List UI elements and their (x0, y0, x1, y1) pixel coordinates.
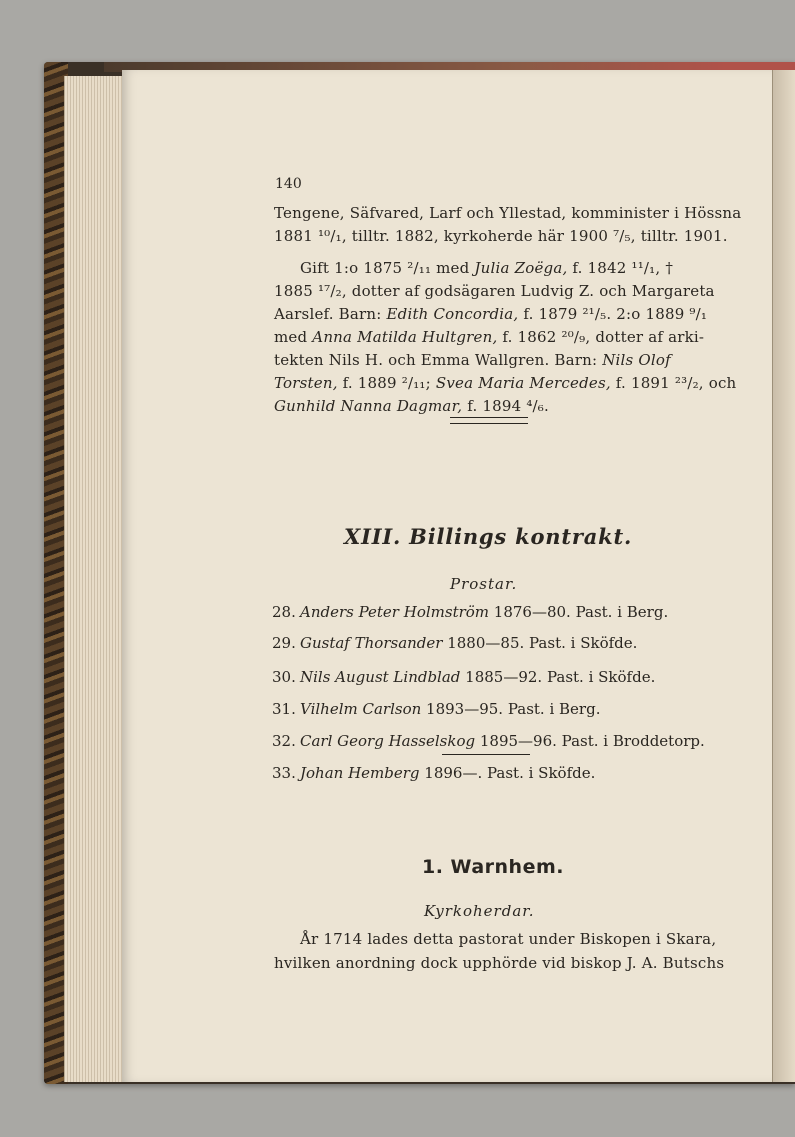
text-run: tekten Nils H. och Emma Wallgren. Barn: (274, 351, 603, 369)
text-run: f. 1894 ⁴/₆. (462, 397, 549, 415)
text-run: f. 1891 ²³/₂, och (610, 374, 737, 392)
person-name: Johan Hemberg (300, 764, 420, 782)
entry-number: 33. (272, 764, 296, 782)
text-run: Aarslef. Barn: (274, 305, 387, 323)
person-name: Nils August Lindblad (300, 668, 461, 686)
text-run: med (274, 328, 313, 346)
parish-heading: 1. Warnhem. (422, 856, 564, 878)
entry-text: 1880—85. Past. i Sköfde. (442, 634, 638, 652)
text-line: 1881 ¹⁰/₁, tilltr. 1882, kyrkoherde här 1900 ⁷/₅, tilltr. 1901. (274, 227, 728, 245)
person-name: Gunhild Nanna Dagmar, (274, 397, 463, 415)
book-page (122, 70, 772, 1082)
text-run: f. 1889 ²/₁₁; (337, 374, 436, 392)
entry-number: 32. (272, 732, 296, 750)
person-name: Svea Maria Mercedes, (435, 374, 611, 392)
text-run: f. 1842 ¹¹/₁, † (567, 259, 674, 277)
entry-text: 1895—96. Past. i Broddetorp. (475, 732, 705, 750)
list-item (272, 764, 595, 782)
text-line (300, 259, 673, 277)
double-rule-divider (450, 417, 528, 424)
entry-text: 1896—. Past. i Sköfde. (419, 764, 596, 782)
entry-text: 1876—80. Past. i Berg. (489, 603, 669, 621)
page-content (122, 70, 772, 1082)
entry-number: 29. (272, 634, 296, 652)
entry-text: 1885—92. Past. i Sköfde. (460, 668, 656, 686)
list-item (272, 603, 668, 621)
facing-page-edge (772, 70, 795, 1082)
subheading-kyrkoherdar: Kyrkoherdar. (424, 902, 535, 920)
entry-number: 31. (272, 700, 296, 718)
text-line (274, 305, 707, 323)
person-name: Carl Georg Hasselskog (300, 732, 476, 750)
person-name: Vilhelm Carlson (300, 700, 422, 718)
list-item (272, 700, 600, 718)
text-line: 1885 ¹⁷/₂, dotter af godsägaren Ludvig Z. och Margareta (274, 282, 715, 300)
list-item (272, 634, 637, 652)
person-name: Gustaf Thorsander (300, 634, 443, 652)
subheading-prostar: Prostar. (450, 575, 518, 593)
person-name: Torsten, (274, 374, 338, 392)
person-name: Nils Olof (602, 351, 671, 369)
list-item (272, 668, 655, 686)
text-line: År 1714 lades detta pastorat under Biskopen i Skara, (300, 930, 717, 948)
entry-number: 28. (272, 603, 296, 621)
text-line (274, 328, 704, 346)
text-line (274, 397, 549, 415)
page-number: 140 (275, 176, 302, 192)
text-line: Tengene, Säfvared, Larf och Yllestad, komminister i Hössna (274, 204, 742, 222)
section-title: XIII. Billings kontrakt. (344, 524, 633, 549)
person-name: Anna Matilda Hultgren, (312, 328, 498, 346)
entry-number: 30. (272, 668, 296, 686)
text-run: Gift 1:o 1875 ²/₁₁ med (300, 259, 475, 277)
entry-text: 1893—95. Past. i Berg. (421, 700, 601, 718)
section-divider (442, 754, 530, 755)
page-stack-edge (64, 76, 127, 1082)
person-name: Edith Concordia, (386, 305, 519, 323)
text-line (274, 351, 671, 369)
text-run: f. 1862 ²⁰/₉, dotter af arki- (497, 328, 705, 346)
text-run: f. 1879 ²¹/₅. 2:o 1889 ⁹/₁ (518, 305, 708, 323)
text-line (274, 374, 736, 392)
text-line: hvilken anordning dock upphörde vid biskop J. A. Butschs (274, 954, 725, 972)
person-name: Anders Peter Holmström (300, 603, 490, 621)
list-item (272, 732, 705, 750)
person-name: Julia Zoëga, (474, 259, 568, 277)
